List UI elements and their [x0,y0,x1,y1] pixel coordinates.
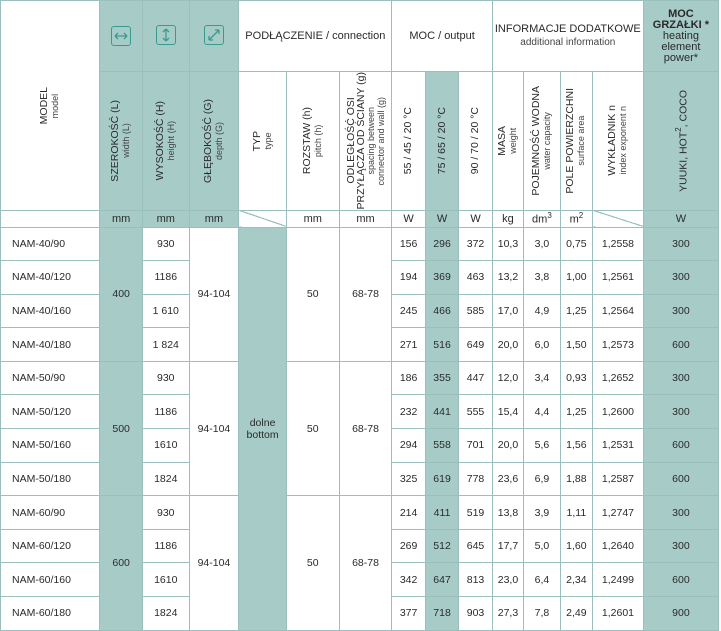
capacity-value: 5,0 [524,529,561,563]
model-name: NAM-50/180 [1,462,100,496]
height-value: 1 824 [142,328,189,362]
model-header: MODEL model [1,1,100,211]
header-row-labels [1,72,719,211]
output-75-value: 718 [425,597,458,631]
output-55-value: 156 [392,227,425,261]
height-value: 1610 [142,429,189,463]
output-90-value: 649 [459,328,492,362]
width-value: 500 [100,361,143,495]
pitch-value: 50 [286,361,339,495]
output-55-value: 294 [392,429,425,463]
output-90-value: 555 [459,395,492,429]
depth-header: GŁĘBOKOŚĆ (G) depth (G) [189,72,239,211]
pitch-value: 50 [286,496,339,630]
model-name: NAM-50/90 [1,361,100,395]
surface-value: 1,11 [560,496,592,530]
model-name: NAM-60/120 [1,529,100,563]
capacity-value: 3,4 [524,361,561,395]
output-90-value: 813 [459,563,492,597]
output-75-value: 355 [425,361,458,395]
output-75-value: 516 [425,328,458,362]
weight-value: 23,6 [492,462,523,496]
output-55-unit: W [392,210,425,227]
exponent-value: 1,2747 [593,496,644,530]
heater-power-value: 600 [643,462,718,496]
surface-value: 1,25 [560,294,592,328]
output-55-value: 271 [392,328,425,362]
diagonal-arrows-icon [204,25,224,45]
output-75-value: 647 [425,563,458,597]
surface-header: POLE POWIERZCHNI surface area [560,72,592,211]
heater-power-value: 900 [643,597,718,631]
header-row-top [1,1,719,72]
model-name: NAM-60/90 [1,496,100,530]
type-unit-cell [239,210,287,227]
output-55-value: 194 [392,261,425,295]
model-name: NAM-60/160 [1,563,100,597]
capacity-value: 3,0 [524,227,561,261]
pitch-unit: mm [286,210,339,227]
capacity-value: 6,4 [524,563,561,597]
heater-power-value: 300 [643,294,718,328]
surface-value: 0,93 [560,361,592,395]
connection-type-main: dolne [249,416,276,429]
model-name: NAM-40/90 [1,227,100,261]
height-value: 930 [142,361,189,395]
output-55-value: 245 [392,294,425,328]
output-55-value: 377 [392,597,425,631]
spacing-unit: mm [339,210,392,227]
output-90-value: 585 [459,294,492,328]
surface-value: 1,88 [560,462,592,496]
surface-value: 1,25 [560,395,592,429]
capacity-value: 6,0 [524,328,561,362]
output-75-value: 369 [425,261,458,295]
type-header: TYP type [239,72,287,211]
exponent-value: 1,2600 [593,395,644,429]
units-row [1,210,719,227]
height-value: 1824 [142,597,189,631]
weight-value: 10,3 [492,227,523,261]
width-unit: mm [100,210,143,227]
capacity-value: 3,8 [524,261,561,295]
capacity-value: 5,6 [524,429,561,463]
output-90-value: 903 [459,597,492,631]
model-name: NAM-40/120 [1,261,100,295]
exponent-value: 1,2640 [593,529,644,563]
height-value: 1610 [142,563,189,597]
exponent-header: WYKŁADNIK n index exponent n [593,72,644,211]
width-value: 400 [100,227,143,361]
height-unit: mm [142,210,189,227]
height-value: 1186 [142,395,189,429]
capacity-value: 4,9 [524,294,561,328]
exponent-value: 1,2573 [593,328,644,362]
output-75-value: 619 [425,462,458,496]
output-55-value: 186 [392,361,425,395]
model-name: NAM-60/180 [1,597,100,631]
heater-models-header: YUUKI, HOT$^2$, COCO [643,72,718,211]
surface-value: 2,49 [560,597,592,631]
weight-value: 12,0 [492,361,523,395]
exponent-unit-cell [593,210,644,227]
model-name: NAM-50/160 [1,429,100,463]
capacity-value: 6,9 [524,462,561,496]
model-name: NAM-40/160 [1,294,100,328]
heater-power-value: 600 [643,328,718,362]
model-name: NAM-40/180 [1,328,100,362]
surface-value: 0,75 [560,227,592,261]
depth-unit: mm [189,210,239,227]
height-header: WYSOKOŚĆ (H) height (H) [142,72,189,211]
output-90-value: 519 [459,496,492,530]
weight-value: 15,4 [492,395,523,429]
heater-power-value: 300 [643,227,718,261]
vertical-arrows-icon [156,25,176,45]
output-55-value: 232 [392,395,425,429]
additional-info-header: INFORMACJE DODATKOWE additional information [492,1,643,72]
height-value: 1186 [142,261,189,295]
height-value: 1186 [142,529,189,563]
connection-type-sub: bottom [246,428,279,441]
output-55-value: 342 [392,563,425,597]
heater-power-value: 300 [643,496,718,530]
output-75-value: 296 [425,227,458,261]
spacing-value: 68-78 [339,227,392,361]
output-75-value: 411 [425,496,458,530]
weight-value: 13,2 [492,261,523,295]
exponent-value: 1,2652 [593,361,644,395]
spacing-header: ODLEGŁOŚĆ OSI PRZYŁĄCZA OD ŚCIANY (g) spacing between connector and wall (g) [339,72,392,211]
heater-power-value: 300 [643,261,718,295]
output-55-value: 214 [392,496,425,530]
weight-header: MASA weight [492,72,523,211]
output-90-header: 90 / 70 / 20 °C [459,72,492,211]
output-75-value: 512 [425,529,458,563]
exponent-value: 1,2564 [593,294,644,328]
heater-unit: W [643,210,718,227]
output-90-unit: W [459,210,492,227]
output-75-value: 466 [425,294,458,328]
table-row [1,496,719,530]
weight-value: 20,0 [492,328,523,362]
depth-value: 94-104 [189,496,239,630]
exponent-value: 1,2587 [593,462,644,496]
surface-value: 1,00 [560,261,592,295]
heater-power-value: 300 [643,361,718,395]
height-value: 930 [142,227,189,261]
table-row [1,227,719,261]
width-icon-cell [100,1,143,72]
weight-value: 27,3 [492,597,523,631]
output-55-header: 55 / 45 / 20 °C [392,72,425,211]
heater-power-header: MOC GRZAŁKI * heating element power* [643,1,718,72]
output-90-value: 701 [459,429,492,463]
width-header: SZEROKOŚĆ (L) width (L) [100,72,143,211]
surface-unit: $m^2$ [560,210,592,227]
table-row [1,361,719,395]
surface-value: 2,34 [560,563,592,597]
heater-power-value: 300 [643,395,718,429]
surface-value: 1,50 [560,328,592,362]
output-75-unit: W [425,210,458,227]
surface-value: 1,56 [560,429,592,463]
connection-header: PODŁĄCZENIE / connection [239,1,392,72]
pitch-value: 50 [286,227,339,361]
depth-value: 94-104 [189,361,239,495]
output-75-value: 441 [425,395,458,429]
exponent-value: 1,2558 [593,227,644,261]
horizontal-arrows-icon [111,26,131,46]
pitch-header: ROZSTAW (h) pitch (h) [286,72,339,211]
output-header: MOC / output [392,1,492,72]
output-90-value: 645 [459,529,492,563]
height-icon-cell [142,1,189,72]
height-value: 1 610 [142,294,189,328]
capacity-header: POJEMNOŚĆ WODNA water capacity [524,72,561,211]
exponent-value: 1,2499 [593,563,644,597]
weight-value: 13,8 [492,496,523,530]
exponent-value: 1,2531 [593,429,644,463]
spacing-value: 68-78 [339,361,392,495]
capacity-value: 7,8 [524,597,561,631]
heater-power-value: 600 [643,429,718,463]
weight-value: 23,0 [492,563,523,597]
exponent-value: 1,2601 [593,597,644,631]
depth-value: 94-104 [189,227,239,361]
heater-power-value: 300 [643,529,718,563]
output-90-value: 463 [459,261,492,295]
output-90-value: 447 [459,361,492,395]
spacing-value: 68-78 [339,496,392,630]
weight-value: 17,0 [492,294,523,328]
output-55-value: 269 [392,529,425,563]
surface-value: 1,60 [560,529,592,563]
heater-power-value: 600 [643,563,718,597]
capacity-value: 3,9 [524,496,561,530]
output-75-value: 558 [425,429,458,463]
weight-value: 20,0 [492,429,523,463]
model-name: NAM-50/120 [1,395,100,429]
output-55-value: 325 [392,462,425,496]
output-90-value: 372 [459,227,492,261]
connection-type-value [239,227,287,630]
exponent-value: 1,2561 [593,261,644,295]
width-value: 600 [100,496,143,630]
model-unit-cell [1,210,100,227]
capacity-value: 4,4 [524,395,561,429]
output-75-header: 75 / 65 / 20 °C [425,72,458,211]
height-value: 1824 [142,462,189,496]
weight-unit: kg [492,210,523,227]
height-value: 930 [142,496,189,530]
capacity-unit: $dm^3$ [524,210,561,227]
depth-icon-cell [189,1,239,72]
weight-value: 17,7 [492,529,523,563]
output-90-value: 778 [459,462,492,496]
